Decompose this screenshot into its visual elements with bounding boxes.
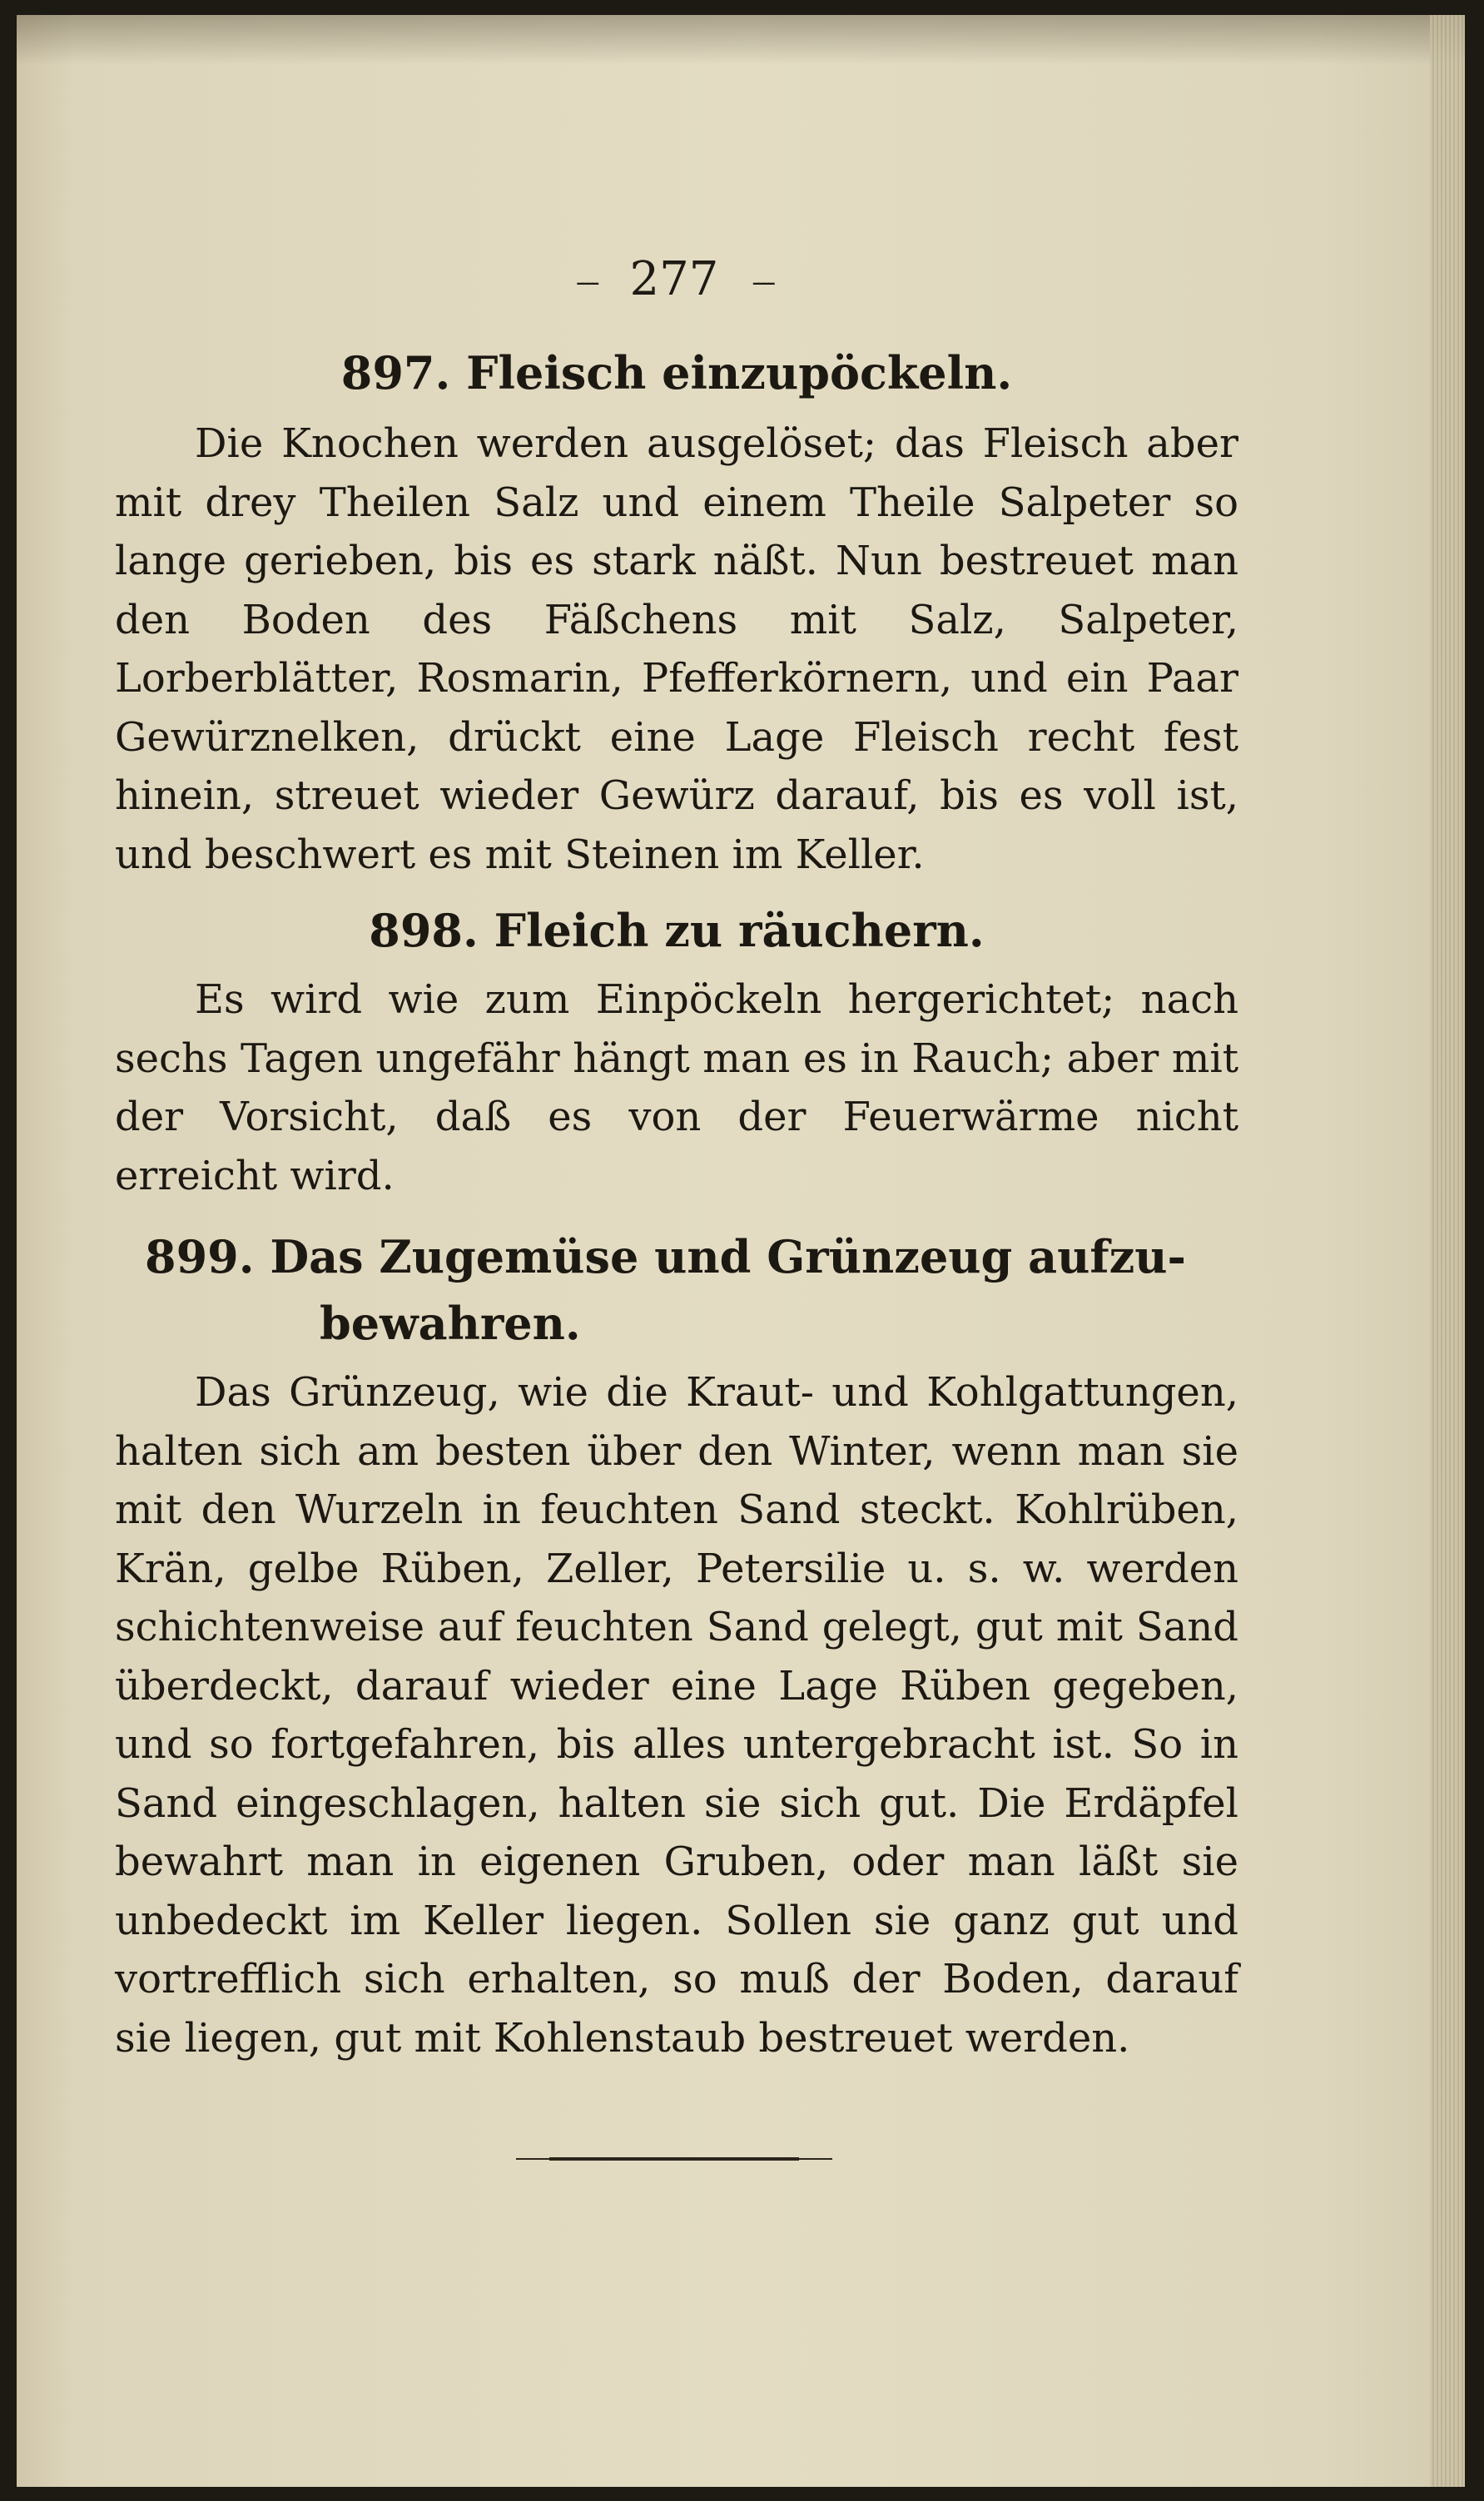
- section-number: 899.: [145, 1230, 255, 1283]
- section-899: [115, 1223, 1238, 2067]
- section-text: Das Grünzeug, wie die Kraut- und Kohlgattungen, halten sich am besten über den Winter, wenn man sie mit den Wurzeln in feuchten Sand steckt. Kohlrüben, Krän, gelbe Rüben, Zeller, Petersilie u. s. w. werden schichtenweise auf feuchten Sand gelegt, gut mit Sand überdeckt, darauf wieder eine Lage Rüben gegeben, und so fortgefahren, bis alles untergebracht ist. So in Sand eingeschlagen, halten sie sich gut. Die Erdäpfel bewahrt man in eigenen Gruben, oder man läßt sie unbedeckt im Keller liegen. Sollen sie ganz gut und vortrefflich sich erhalten, so muß der Boden, darauf sie liegen, gut mit Kohlenstaub bestreuet werden.: [115, 1369, 1238, 2062]
- section-title: Das Zugemüse und Grünzeug aufzu-: [270, 1230, 1186, 1283]
- page-number-dash-left: ----: [576, 268, 597, 297]
- page-top-shadow: [17, 15, 1465, 65]
- page-number-line: [17, 252, 1332, 306]
- section-898: [115, 897, 1238, 1205]
- section-number: 897.: [340, 346, 451, 399]
- page-edge: [1430, 15, 1465, 2487]
- end-rule: [549, 2157, 799, 2161]
- section-heading: [115, 897, 1238, 964]
- page-content: [115, 340, 1238, 2067]
- section-title: Fleisch einzupöckeln.: [466, 346, 1013, 399]
- section-text: Es wird wie zum Einpöckeln hergerichtet; nach sechs Tagen ungefähr hängt man es in Rauch; aber mit der Vorsicht, daß es von der Feuerwärme nicht erreicht wird.: [115, 976, 1238, 1199]
- section-text: Die Knochen werden ausgelöset; das Fleisch aber mit drey Theilen Salz und einem Theile Salpeter so lange gerieben, bis es stark näßt. Nun bestreuet man den Boden des Fäßchens mit Salz, Salpeter, Lorberblätter, Rosmarin, Pfefferkörnern, und ein Paar Gewürznelken, drückt eine Lage Fleisch recht fest hinein, streuet wieder Gewürz darauf, bis es voll ist, und beschwert es mit Steinen im Keller.: [115, 420, 1238, 878]
- section-heading: [115, 340, 1238, 406]
- page-number: 277: [629, 252, 719, 306]
- section-heading: [115, 1223, 1238, 1357]
- section-title: Fleich zu räuchern.: [494, 904, 985, 957]
- page-number-dash-right: ----: [752, 268, 772, 297]
- section-title-continuation: bewahren.: [320, 1297, 581, 1350]
- section-897: [115, 340, 1238, 884]
- section-number: 898.: [369, 904, 479, 957]
- book-page: [17, 15, 1465, 2487]
